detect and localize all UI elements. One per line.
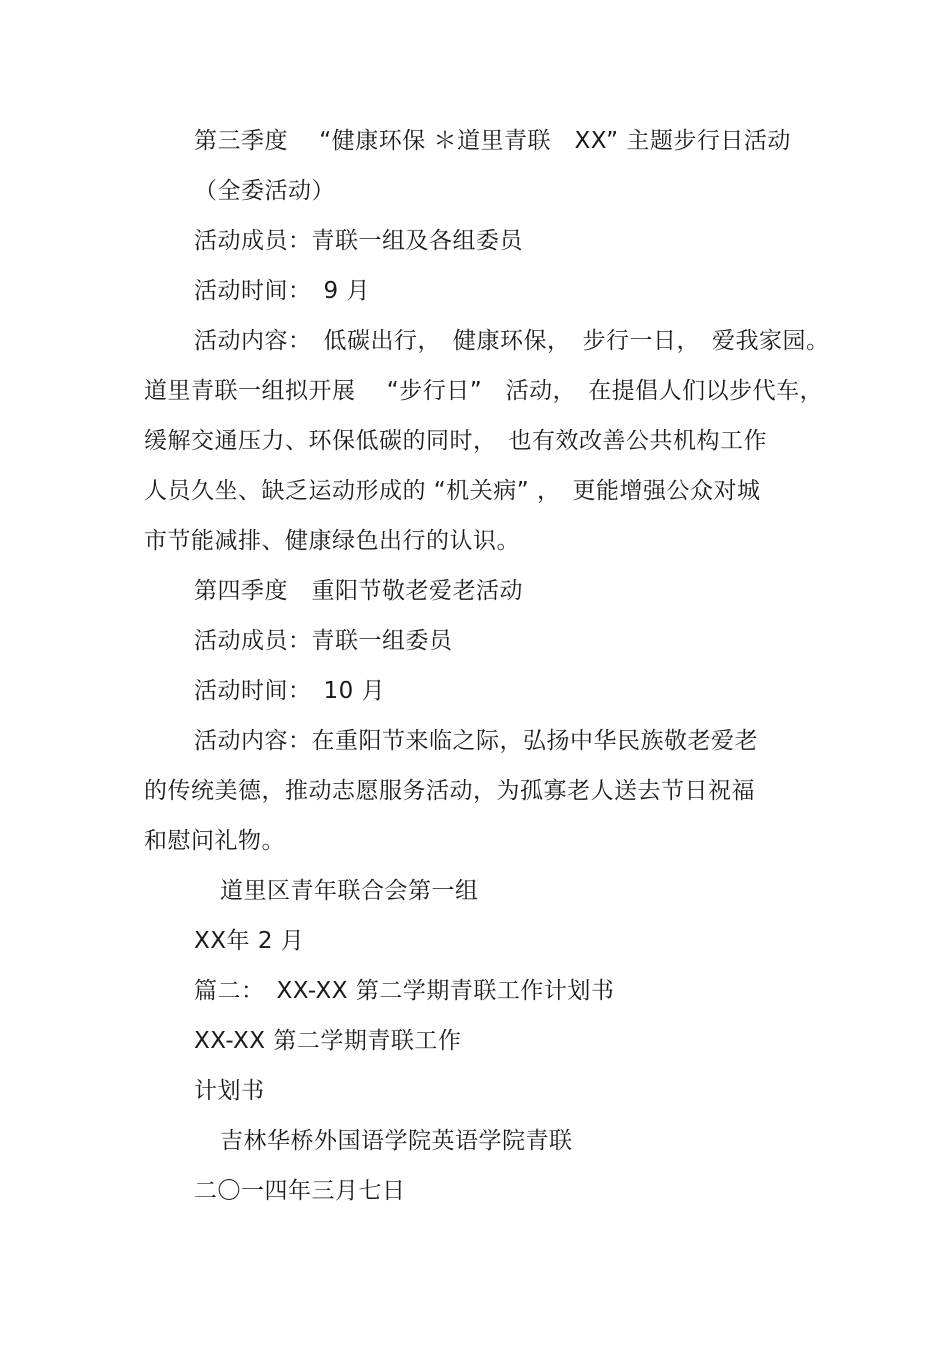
heading-q3-activity: 第三季度 “健康环保 ＊道里青联 XX” 主题步行日活动 bbox=[194, 128, 791, 154]
q4-content-line-3: 和慰问礼物。 bbox=[144, 828, 285, 854]
q4-content-line-2: 的传统美德，推动志愿服务活动，为孤寡老人送去节日祝福 bbox=[144, 778, 755, 804]
q4-members: 活动成员：青联一组委员 bbox=[194, 628, 453, 654]
plan-title-line-2: 计划书 bbox=[194, 1078, 265, 1104]
q3-content-line-2: 道里青联一组拟开展 “步行日” 活动， 在提倡人们以步代车， bbox=[144, 378, 824, 404]
q3-content-line-4: 人员久坐、缺乏运动形成的 “机关病” ， 更能增强公众对城 bbox=[144, 478, 761, 504]
part-two-heading: 篇二： XX-XX 第二学期青联工作计划书 bbox=[194, 978, 615, 1004]
q3-members: 活动成员：青联一组及各组委员 bbox=[194, 228, 523, 254]
q3-content-line-1: 活动内容： 低碳出行， 健康环保， 步行一日， 爱我家园。 bbox=[194, 328, 830, 354]
q3-time: 活动时间： 9 月 bbox=[194, 278, 370, 304]
plan-organization: 吉林华桥外国语学院英语学院青联 bbox=[220, 1128, 573, 1154]
q4-time: 活动时间： 10 月 bbox=[194, 678, 386, 704]
q4-content-line-1: 活动内容：在重阳节来临之际，弘扬中华民族敬老爱老 bbox=[194, 728, 758, 754]
q3-content-line-3: 缓解交通压力、环保低碳的同时， 也有效改善公共机构工作 bbox=[144, 428, 767, 454]
signature-date: XX年 2 月 bbox=[194, 928, 305, 954]
plan-title-line-1: XX-XX 第二学期青联工作 bbox=[194, 1028, 462, 1054]
signature-organization: 道里区青年联合会第一组 bbox=[220, 878, 479, 904]
heading-q4-activity: 第四季度 重阳节敬老爱老活动 bbox=[194, 578, 523, 604]
q3-content-line-5: 市节能减排、健康绿色出行的认识。 bbox=[144, 528, 520, 554]
q3-activity-scope: （全委活动） bbox=[194, 178, 335, 204]
plan-date: 二〇一四年三月七日 bbox=[194, 1178, 406, 1204]
